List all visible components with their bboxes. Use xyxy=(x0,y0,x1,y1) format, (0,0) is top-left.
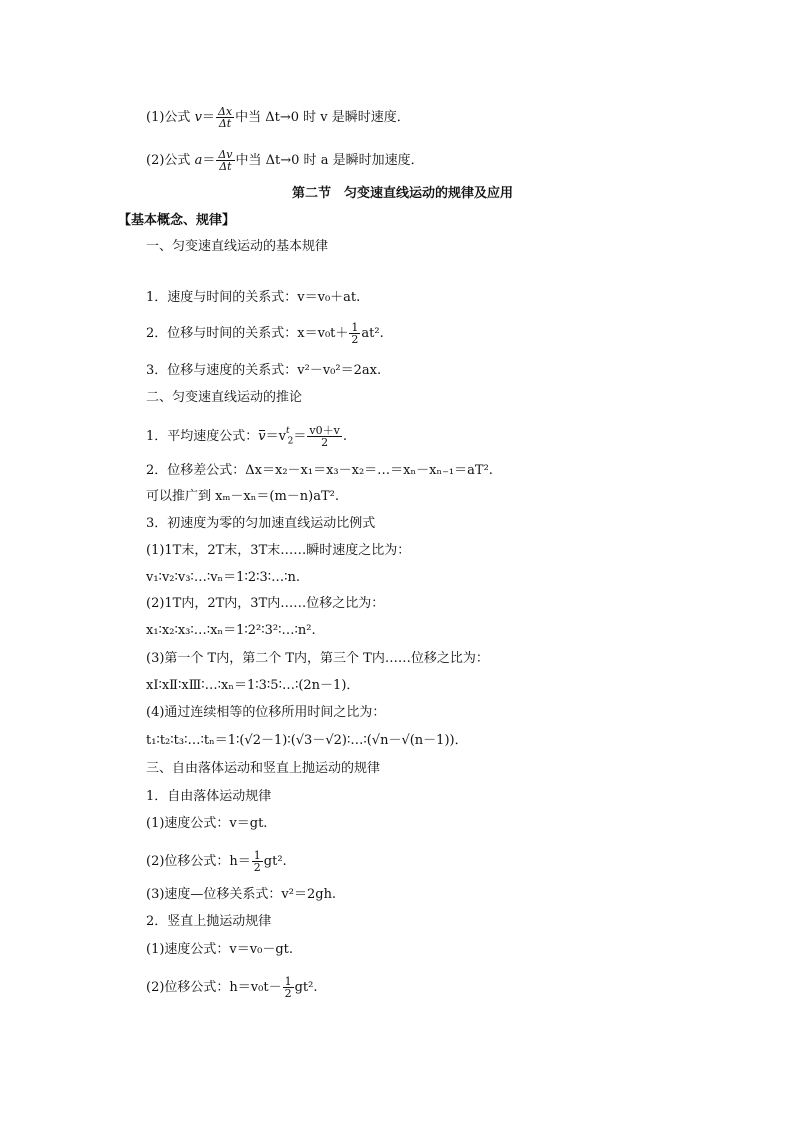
intro-2-fraction xyxy=(216,149,234,172)
part2-r2v: x₁∶x₂∶x₃∶…∶xₙ＝1∶2²∶3²∶…∶n². xyxy=(146,623,316,638)
part1-item2-num: 1 xyxy=(351,321,359,334)
part2-item1-t: t xyxy=(286,426,290,436)
part2-heading: 二、匀变速直线运动的推论 xyxy=(146,390,303,405)
part1-item3: 3．位移与速度的关系式：v²－v₀²＝2ax. xyxy=(146,363,382,378)
intro-1-suffix: 中当 Δt→0 时 v 是瞬时速度． xyxy=(235,110,410,125)
intro-1-fraction xyxy=(216,106,234,129)
intro-1-den: Δt xyxy=(218,117,232,130)
intro-2-prefix: (2)公式 xyxy=(146,153,195,168)
intro-line-2 xyxy=(146,149,424,172)
avg-velocity-symbol: v xyxy=(258,429,266,444)
part3-f2-suffix: gt². xyxy=(263,854,287,869)
intro-2-suffix: 中当 Δt→0 时 a 是瞬时加速度． xyxy=(235,153,424,168)
part3-heading: 三、自由落体运动和竖直上抛运动的规律 xyxy=(146,761,381,776)
part1-item1: 1．速度与时间的关系式：v＝v₀＋at. xyxy=(146,290,361,305)
part3-g2 xyxy=(146,976,317,999)
part3-f3: (3)速度—位移关系式：v²＝2gh. xyxy=(146,887,337,902)
part3-sub2: 2．竖直上抛运动规律 xyxy=(146,914,272,929)
intro-1-num: Δx xyxy=(217,105,233,118)
part3-f2-fraction xyxy=(252,850,263,873)
part2-item1 xyxy=(146,422,347,451)
part2-r2: (2)1T内，2T内，3T内……位移之比为： xyxy=(146,596,385,611)
part2-r3v: xⅠ∶xⅡ∶xⅢ∶…∶xₙ＝1∶3∶5∶…∶(2n－1)． xyxy=(146,678,360,693)
part1-heading: 一、匀变速直线运动的基本规律 xyxy=(146,239,329,254)
intro-1-var: v xyxy=(194,110,202,125)
part3-g2-den: 2 xyxy=(284,987,292,1000)
part2-r3: (3)第一个 T内，第二个 T内，第三个 T内……位移之比为： xyxy=(146,651,489,666)
part2-r4v: t₁∶t₂∶t₃∶…∶tₙ＝1∶(√2－1)∶(√3－√2)∶…∶(√n－√(n－1))． xyxy=(146,733,468,748)
part2-item1-eq: ＝ xyxy=(293,429,307,444)
part3-sub1: 1．自由落体运动规律 xyxy=(146,789,272,804)
part3-g2-suffix: gt². xyxy=(294,980,318,995)
part2-item1-num: v0＋v xyxy=(309,424,340,437)
part2-item1-den: 2 xyxy=(321,436,329,449)
section-title: 第二节 匀变速直线运动的规律及应用 xyxy=(292,186,514,201)
part3-f1: (1)速度公式：v＝gt. xyxy=(146,816,268,831)
part1-item2-den: 2 xyxy=(351,333,359,346)
intro-2-eq: ＝ xyxy=(202,153,216,168)
part2-item2b: 可以推广到 xₘ－xₙ＝(m－n)aT². xyxy=(146,489,340,504)
part2-item3: 3．初速度为零的匀加速直线运动比例式 xyxy=(146,516,376,531)
intro-line-1 xyxy=(146,106,410,129)
part3-f2 xyxy=(146,850,287,873)
part1-item2 xyxy=(146,322,384,345)
part3-g2-num: 1 xyxy=(284,975,292,988)
part3-f2-den: 2 xyxy=(253,861,261,874)
part3-g2-prefix: (2)位移公式：h＝v₀t－ xyxy=(146,980,282,995)
part3-f2-num: 1 xyxy=(253,849,261,862)
part1-item2-prefix: 2．位移与时间的关系式：x＝v₀t＋ xyxy=(146,326,349,341)
part1-item2-suffix: at². xyxy=(361,326,384,341)
part2-item1-sub: 2 xyxy=(287,436,294,447)
part2-item1-end: . xyxy=(342,429,347,444)
part3-f2-prefix: (2)位移公式：h＝ xyxy=(146,854,251,869)
part2-r1v: v₁∶v₂∶v₃∶…∶vₙ＝1∶2∶3∶…∶n. xyxy=(146,570,301,585)
intro-2-num: Δv xyxy=(218,148,233,161)
part2-item1-prefix: 1．平均速度公式： xyxy=(146,429,259,444)
part2-item1-mid: ＝v xyxy=(265,429,286,444)
part2-r4: (4)通过连续相等的位移所用时间之比为： xyxy=(146,705,386,720)
intro-2-var: a xyxy=(194,153,203,168)
part2-item1-fraction xyxy=(307,425,341,448)
part2-r1: (1)1T末，2T末，3T末……瞬时速度之比为： xyxy=(146,543,411,558)
intro-2-den: Δt xyxy=(219,160,232,173)
intro-1-eq: ＝ xyxy=(201,110,215,125)
part2-item2: 2．位移差公式：Δx＝x₂－x₁＝x₃－x₂＝…＝xₙ－xₙ₋₁＝aT². xyxy=(146,463,493,478)
part3-g1: (1)速度公式：v＝v₀－gt. xyxy=(146,942,293,957)
intro-1-prefix: (1)公式 xyxy=(146,110,195,125)
basic-concepts-heading: 【基本概念、规律】 xyxy=(118,213,236,228)
part1-item2-fraction xyxy=(349,322,360,345)
part3-g2-fraction xyxy=(283,976,294,999)
